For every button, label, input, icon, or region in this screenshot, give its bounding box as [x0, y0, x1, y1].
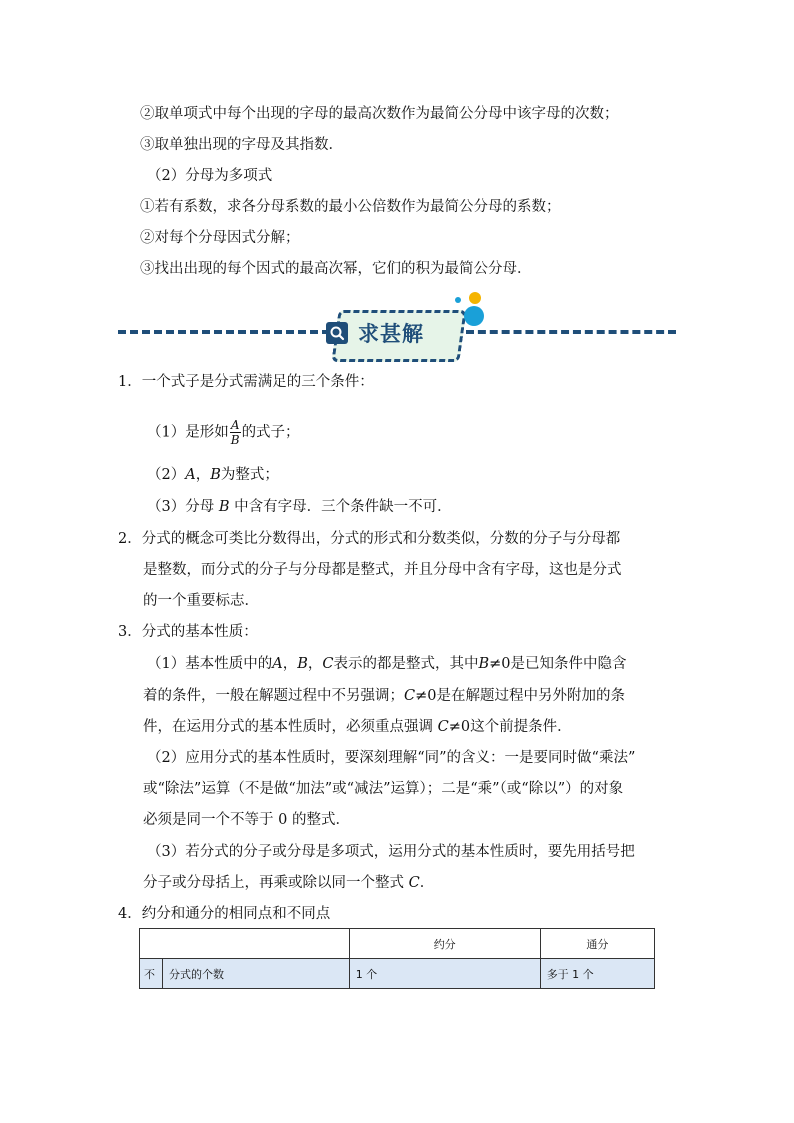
fraction-a-over-b: $\frac{A}{B}$ [230, 418, 240, 447]
item-3-point-3: （3）若分式的分子或分母是多项式，运用分式的基本性质时，要先用括号把 [147, 844, 635, 860]
text-line: ③找出出现的每个因式的最高次幂，它们的积为最简公分母． [140, 261, 532, 277]
item-2-line: 是整数，而分式的分子与分母都是整式，并且分母中含有字母，这也是分式 [143, 562, 622, 578]
text-line: ③取单独出现的字母及其指数． [140, 137, 343, 153]
item-3-point-2: 或“除法”运算（不是做“加法”或“减法”运算）；二是“乘”（或“除以”）的对象 [143, 781, 624, 797]
table-header-cell: 约分 [349, 929, 540, 959]
text-line: ②取单项式中每个出现的字母的最高次数作为最简公分母中该字母的次数； [140, 106, 619, 122]
item-3-point-3: 分子或分母括上，再乘或除以同一个整式 C． [143, 875, 435, 891]
text-line: ①若有系数，求各分母系数的最小公倍数作为最简公分母的系数； [140, 199, 561, 215]
item-3-point-1: （1）基本性质中的A，B，C表示的都是整式，其中B≠0是已知条件中隐含 [147, 656, 627, 672]
table-header-row [140, 929, 655, 959]
item-3-point-1: 着的条件，一般在解题过程中不另强调；C≠0是在解题过程中另外附加的条 [143, 688, 625, 704]
search-icon [326, 322, 348, 344]
decor-dot-teal-large [464, 306, 484, 326]
item-1-condition-2: （2）A，B为整式； [147, 467, 279, 483]
text-line: ②对每个分母因式分解； [140, 230, 300, 246]
decor-dot-gold [469, 292, 481, 304]
item-3-point-2: （2）应用分式的基本性质时，要深刻理解“同”的含义：一是要同时做“乘法” [147, 750, 636, 766]
item-1-condition-3: （3）分母 B 中含有字母．三个条件缺一不可． [147, 499, 452, 515]
text-line: （2）分母为多项式 [147, 168, 273, 184]
banner-divider-right [466, 330, 676, 334]
item-2-line: 2．分式的概念可类比分数得出，分式的形式和分数类似，分数的分子与分母都 [118, 531, 621, 547]
table-cell: 不 [140, 959, 163, 989]
table-cell: 分式的个数 [163, 959, 350, 989]
table-header-cell: 通分 [540, 929, 654, 959]
banner-divider-left [118, 330, 330, 334]
table-cell: 1 个 [349, 959, 540, 989]
table-header-cell [140, 929, 350, 959]
section-title: 求甚解 [358, 322, 424, 346]
item-2-line: 的一个重要标志． [143, 593, 259, 609]
table-cell: 多于 1 个 [540, 959, 654, 989]
item-4-heading: 4．约分和通分的相同点和不同点 [118, 906, 331, 922]
item-3-point-1: 件，在运用分式的基本性质时，必须重点强调 C≠0这个前提条件． [143, 719, 572, 735]
comparison-table [139, 928, 655, 989]
table-row [140, 959, 655, 989]
item-3-heading: 3．分式的基本性质： [118, 624, 258, 640]
item-3-point-2: 必须是同一个不等于 0 的整式． [143, 812, 350, 828]
decor-dot-teal-small [455, 297, 461, 303]
item-1-condition-1: （1）是形如 $\frac{A}{B}$ 的式子； [147, 418, 300, 447]
item-1-heading: 1．一个式子是分式需满足的三个条件： [118, 374, 374, 390]
